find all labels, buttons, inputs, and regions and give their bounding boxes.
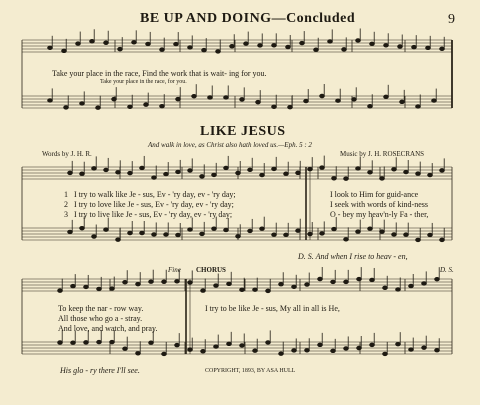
- note-head: [136, 351, 141, 355]
- note-head: [308, 167, 313, 171]
- note-head: [200, 175, 205, 179]
- note-head: [97, 287, 102, 291]
- note-head: [412, 45, 417, 49]
- note-head: [296, 171, 301, 175]
- note-head: [284, 172, 289, 176]
- verse-number: 1: [64, 190, 68, 199]
- note-head: [164, 233, 169, 237]
- note-head: [260, 173, 265, 177]
- note-head: [104, 228, 109, 232]
- note-head: [356, 39, 361, 43]
- copyright: COPYRIGHT, 1893, BY ASA HULL: [205, 368, 296, 374]
- note-head: [118, 47, 123, 51]
- note-head: [440, 47, 445, 51]
- note-head: [214, 345, 219, 349]
- ds-mark: D. S.: [440, 266, 454, 274]
- note-head: [92, 167, 97, 171]
- note-head: [201, 349, 206, 353]
- note-head: [76, 42, 81, 46]
- note-head: [149, 341, 154, 345]
- note-head: [212, 173, 217, 177]
- note-head: [240, 344, 245, 348]
- note-head: [428, 173, 433, 177]
- note-head: [188, 46, 193, 50]
- note-head: [435, 348, 440, 352]
- note-head: [136, 282, 141, 286]
- note-head: [368, 227, 373, 231]
- note-head: [116, 171, 121, 175]
- note-head: [416, 172, 421, 176]
- note-head: [304, 99, 309, 103]
- note-head: [84, 341, 89, 345]
- note-head: [370, 343, 375, 347]
- note-head: [300, 41, 305, 45]
- note-head: [344, 177, 349, 181]
- note-head: [370, 42, 375, 46]
- note-head: [426, 46, 431, 50]
- note-head: [258, 44, 263, 48]
- note-head: [230, 44, 235, 48]
- note-head: [64, 106, 69, 110]
- note-head: [328, 40, 333, 44]
- note-head: [71, 341, 76, 345]
- note-head: [332, 176, 337, 180]
- note-head: [162, 352, 167, 356]
- note-head: [128, 231, 133, 235]
- note-head: [202, 48, 207, 52]
- note-head: [128, 105, 133, 109]
- note-head: [279, 282, 284, 286]
- note-head: [48, 46, 53, 50]
- note-head: [244, 42, 249, 46]
- verse-line-right: I look to Him for guid-ance: [330, 190, 419, 199]
- note-head: [58, 289, 63, 293]
- note-head: [432, 99, 437, 103]
- note-head: [384, 43, 389, 47]
- note-head: [149, 280, 154, 284]
- note-head: [96, 106, 101, 110]
- fine-mark: Fine: [168, 266, 181, 274]
- note-head: [110, 340, 115, 344]
- hymn-epigraph: And walk in love, as Christ also hath loved us.—Eph. 5 : 2: [148, 141, 312, 149]
- note-head: [175, 280, 180, 284]
- note-head: [152, 176, 157, 180]
- note-head: [368, 171, 373, 175]
- note-head: [331, 349, 336, 353]
- note-head: [344, 280, 349, 284]
- note-head: [314, 48, 319, 52]
- note-head: [260, 227, 265, 231]
- note-head: [428, 233, 433, 237]
- note-head: [104, 41, 109, 45]
- note-head: [344, 238, 349, 242]
- verse-line: I try to live like Je - sus, Ev - 'ry day, ev - 'ry day;: [74, 210, 233, 219]
- note-head: [308, 232, 313, 236]
- note-head: [320, 94, 325, 98]
- verse-number: 3: [64, 210, 68, 219]
- chorus-label: CHORUS: [196, 266, 226, 274]
- note-head: [201, 289, 206, 293]
- note-head: [332, 227, 337, 231]
- note-head: [253, 349, 258, 353]
- note-head: [160, 104, 165, 108]
- note-head: [68, 230, 73, 234]
- note-head: [279, 352, 284, 356]
- note-head: [357, 346, 362, 350]
- verse-number: 2: [64, 200, 68, 209]
- note-head: [208, 96, 213, 100]
- music-credit: Music by J. H. ROSECRANS: [340, 150, 425, 158]
- note-head: [92, 235, 97, 239]
- note-head: [266, 289, 271, 293]
- note-head: [227, 342, 232, 346]
- note-head: [380, 230, 385, 234]
- note-head: [422, 346, 427, 350]
- note-head: [71, 284, 76, 288]
- note-head: [104, 168, 109, 172]
- note-head: [392, 233, 397, 237]
- note-head: [356, 230, 361, 234]
- note-head: [272, 105, 277, 109]
- note-head: [152, 233, 157, 237]
- note-head: [305, 348, 310, 352]
- note-head: [409, 348, 414, 352]
- note-head: [112, 97, 117, 101]
- words-credit: Words by J. H. R.: [42, 150, 92, 158]
- note-head: [176, 97, 181, 101]
- note-head: [188, 169, 193, 173]
- note-head: [266, 341, 271, 345]
- note-head: [90, 39, 95, 43]
- page-header-title: BE UP AND DOING—Concluded: [140, 11, 356, 26]
- hymn-title: LIKE JESUS: [200, 124, 286, 139]
- bottom-lyric: His glo - ry there I'll see.: [60, 366, 140, 375]
- note-head: [292, 285, 297, 289]
- verse-line-right: I seek with words of kind-ness: [330, 200, 428, 209]
- left-line: To keep the nar - row way.: [58, 304, 144, 313]
- note-head: [227, 282, 232, 286]
- note-head: [435, 277, 440, 281]
- page-number: 9: [448, 12, 455, 27]
- note-head: [272, 167, 277, 171]
- note-head: [224, 228, 229, 232]
- left-line: And love, and watch, and pray.: [58, 324, 158, 333]
- note-head: [62, 49, 67, 53]
- note-head: [84, 285, 89, 289]
- note-head: [80, 226, 85, 230]
- note-head: [216, 50, 221, 54]
- note-head: [214, 284, 219, 288]
- note-head: [256, 100, 261, 104]
- lyric-line-main: Take your place in the race, Find the work that is wait- ing for you.: [52, 69, 267, 78]
- note-head: [272, 233, 277, 237]
- note-head: [336, 99, 341, 103]
- note-head: [140, 231, 145, 235]
- note-head: [384, 95, 389, 99]
- note-head: [97, 340, 102, 344]
- note-head: [58, 341, 63, 345]
- note-head: [296, 229, 301, 233]
- note-head: [188, 228, 193, 232]
- note-head: [404, 170, 409, 174]
- note-head: [284, 233, 289, 237]
- chorus-lyric: I try to be like Je - sus, My all in all is He,: [205, 304, 340, 313]
- note-head: [292, 349, 297, 353]
- note-head: [240, 98, 245, 102]
- note-head: [200, 232, 205, 236]
- note-head: [396, 342, 401, 346]
- note-head: [224, 166, 229, 170]
- note-head: [318, 343, 323, 347]
- ds-lyric: D. S. And when I rise to heav - en,: [298, 252, 408, 261]
- verse-line: I try to walk like Je - sus, Ev - 'ry day, ev - 'ry day;: [74, 190, 236, 199]
- note-head: [236, 234, 241, 238]
- note-head: [320, 166, 325, 170]
- note-head: [318, 277, 323, 281]
- note-head: [416, 105, 421, 109]
- note-head: [176, 170, 181, 174]
- note-head: [110, 287, 115, 291]
- note-head: [404, 233, 409, 237]
- note-head: [383, 352, 388, 356]
- note-head: [188, 281, 193, 285]
- note-head: [344, 347, 349, 351]
- note-head: [416, 238, 421, 242]
- note-head: [248, 229, 253, 233]
- left-line: All those who go a - stray.: [58, 314, 143, 323]
- note-head: [422, 282, 427, 286]
- note-head: [123, 280, 128, 284]
- note-head: [396, 288, 401, 292]
- note-head: [236, 171, 241, 175]
- note-head: [440, 238, 445, 242]
- note-head: [174, 42, 179, 46]
- note-head: [176, 233, 181, 237]
- note-head: [288, 105, 293, 109]
- note-head: [144, 103, 149, 107]
- note-head: [368, 104, 373, 108]
- note-head: [383, 286, 388, 290]
- note-head: [440, 169, 445, 173]
- note-head: [132, 41, 137, 45]
- note-head: [146, 42, 151, 46]
- note-head: [286, 45, 291, 49]
- note-head: [224, 96, 229, 100]
- note-head: [240, 288, 245, 292]
- note-head: [248, 168, 253, 172]
- note-head: [356, 167, 361, 171]
- note-head: [380, 177, 385, 181]
- note-head: [160, 48, 165, 52]
- note-head: [175, 343, 180, 347]
- note-head: [342, 48, 347, 52]
- note-head: [320, 232, 325, 236]
- note-head: [398, 45, 403, 49]
- lyric-line-bass: Take your place in the race, for you.: [100, 79, 187, 85]
- note-head: [212, 227, 217, 231]
- note-head: [48, 99, 53, 103]
- note-head: [80, 102, 85, 106]
- note-head: [272, 44, 277, 48]
- note-head: [68, 171, 73, 175]
- note-head: [128, 171, 133, 175]
- note-head: [357, 277, 362, 281]
- note-head: [305, 283, 310, 287]
- note-head: [253, 288, 258, 292]
- note-head: [352, 98, 357, 102]
- note-head: [162, 280, 167, 284]
- note-head: [400, 100, 405, 104]
- note-head: [116, 238, 121, 242]
- note-head: [409, 284, 414, 288]
- verse-line: I try to love like Je - sus, Ev - 'ry day, ev - 'ry day;: [74, 200, 234, 209]
- note-head: [370, 278, 375, 282]
- note-head: [192, 94, 197, 98]
- note-head: [123, 347, 128, 351]
- note-head: [80, 172, 85, 176]
- note-head: [140, 166, 145, 170]
- note-head: [392, 167, 397, 171]
- note-head: [164, 172, 169, 176]
- verse-line-right: O - bey my heav'n-ly Fa - ther,: [330, 210, 429, 219]
- note-head: [331, 280, 336, 284]
- note-head: [188, 348, 193, 352]
